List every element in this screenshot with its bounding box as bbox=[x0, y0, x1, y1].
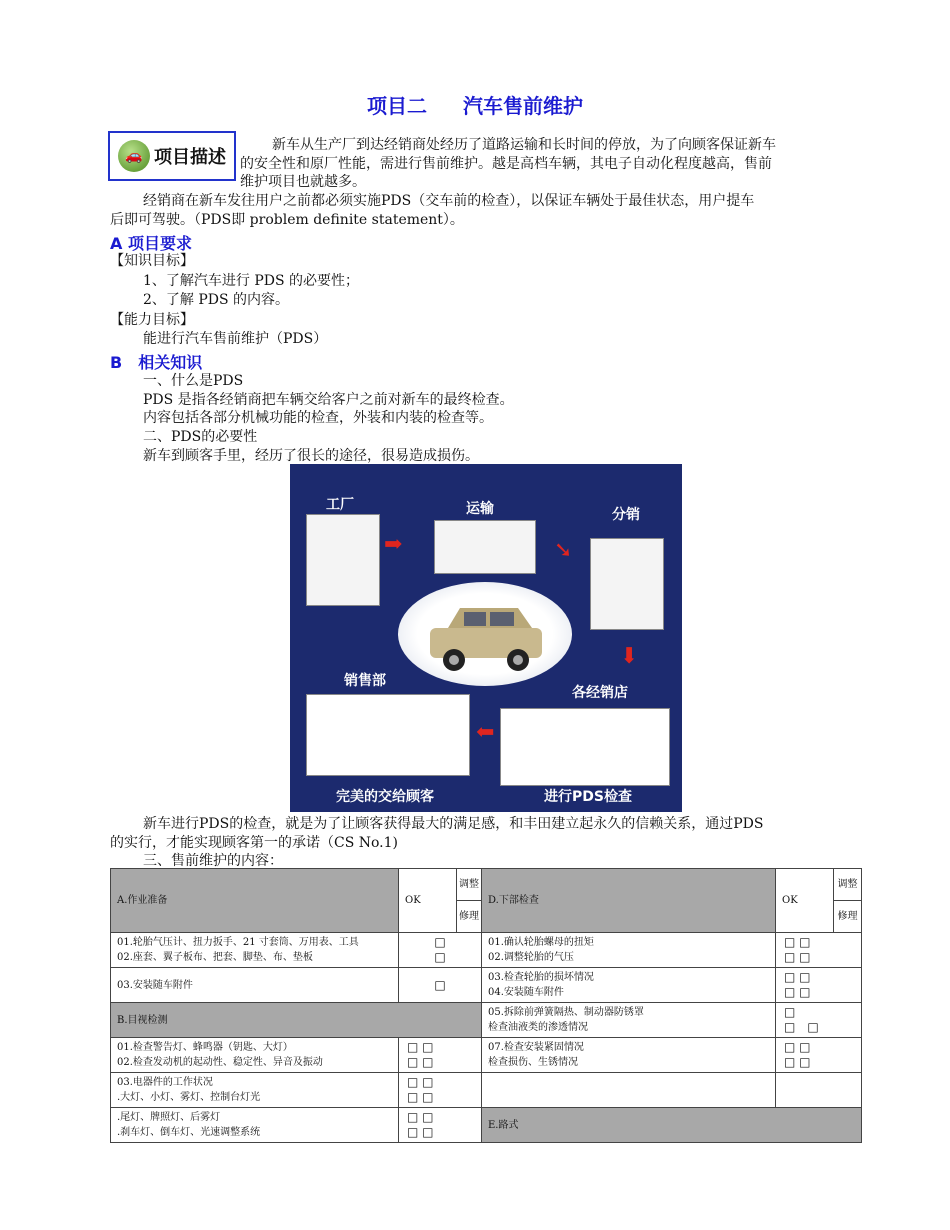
checkbox-pair[interactable]: □ □ bbox=[407, 1090, 434, 1104]
intro2-line1: 经销商在新车发往用户之前都必须实施PDS（交车前的检查），以保证车辆处于最佳状态，用户提车 bbox=[143, 193, 755, 209]
table-row bbox=[111, 1108, 862, 1143]
knowledge-item-2: 2、了解 PDS 的内容。 bbox=[143, 292, 290, 308]
checkbox-pair[interactable]: □ □ bbox=[784, 1040, 811, 1054]
ability-goal-label: 【能力目标】 bbox=[110, 312, 194, 328]
label-handover: 完美的交给顾客 bbox=[336, 789, 434, 805]
b-item-2: PDS 是指各经销商把车辆交给客户之前对新车的最终检查。 bbox=[143, 392, 514, 408]
transport-truck-illustration bbox=[434, 520, 536, 574]
row4-d-item2: 检查损伤、生锈情况 bbox=[488, 1057, 578, 1068]
row6-a-item1: .尾灯、牌照灯、后雾灯 bbox=[117, 1112, 221, 1123]
page-title bbox=[0, 90, 950, 119]
row4-d-item1: 07.检查安装紧固情况 bbox=[488, 1042, 584, 1053]
after-line3: 三、售前维护的内容： bbox=[143, 853, 283, 869]
row1-d-item2: 02.调整轮胎的气压 bbox=[488, 952, 574, 963]
checkbox-pair[interactable]: □ □ bbox=[407, 1110, 434, 1124]
section-b-visual-inspection: B.目视检测 bbox=[111, 1003, 482, 1038]
checkbox[interactable]: □ bbox=[399, 968, 482, 1003]
table-row bbox=[111, 933, 862, 968]
checkbox-pair[interactable]: □ □ bbox=[784, 970, 811, 984]
header-repair: 修理 bbox=[457, 901, 482, 933]
checkbox[interactable]: □ bbox=[434, 950, 446, 964]
header-adjust: 调整 bbox=[457, 869, 482, 901]
logo-label: 项目描述 bbox=[154, 147, 226, 168]
header-a-work-prep: A.作业准备 bbox=[111, 869, 399, 933]
row4-a-item2: 02.检查发动机的起动性、稳定性、异音及振动 bbox=[117, 1057, 323, 1068]
label-pds-check: 进行PDS检查 bbox=[544, 789, 632, 805]
factory-illustration bbox=[306, 514, 380, 606]
intro2-line2: 后即可驾驶。（PDS即 problem definite statement）。 bbox=[110, 212, 464, 228]
table-row bbox=[111, 968, 862, 1003]
b-item-4: 二、PDS的必要性 bbox=[143, 429, 258, 445]
car-icon: 🚗 bbox=[118, 140, 150, 172]
row2-a-item: 03.安装随车附件 bbox=[111, 968, 399, 1003]
label-factory: 工厂 bbox=[326, 497, 354, 513]
checkbox-pair[interactable]: □ □ bbox=[407, 1040, 434, 1054]
checkbox-pair[interactable]: □ □ bbox=[407, 1075, 434, 1089]
table-row bbox=[111, 1003, 862, 1038]
arrow-left-icon: ⬅ bbox=[476, 720, 495, 745]
row5-a-item2: .大灯、小灯、雾灯、控制台灯光 bbox=[117, 1092, 261, 1103]
checkbox-pair[interactable]: □ □ bbox=[784, 985, 811, 999]
row4-a-item1: 01.检查警告灯、蜂鸣器（钥匙、大灯） bbox=[117, 1042, 293, 1053]
row2-d-item2: 04.安装随车附件 bbox=[488, 987, 564, 998]
label-distribution: 分销 bbox=[612, 507, 640, 523]
distribution-illustration bbox=[590, 538, 664, 630]
sales-handover-illustration bbox=[306, 694, 470, 776]
checkbox[interactable]: □ bbox=[784, 1005, 796, 1019]
label-dealers: 各经销店 bbox=[572, 685, 628, 701]
b-item-3: 内容包括各部分机械功能的检查，外装和内装的检查等。 bbox=[143, 410, 493, 426]
title-part1: 项目二 bbox=[367, 94, 427, 118]
checkbox-pair[interactable]: □ □ bbox=[784, 935, 811, 949]
row3-d-item2: 检查油液类的渗透情况 bbox=[488, 1022, 588, 1033]
knowledge-item-1: 1、了解汽车进行 PDS 的必要性； bbox=[143, 273, 360, 289]
section-b-heading: B 相关知识 bbox=[110, 353, 203, 372]
row5-a-item1: 03.电器件的工作状况 bbox=[117, 1077, 213, 1088]
pds-checklist-table bbox=[110, 868, 862, 1143]
after-line2: 的实行，才能实现顾客第一的承诺（CS No.1) bbox=[110, 835, 399, 851]
intro-line2: 的安全性和原厂性能，需进行售前维护。越是高档车辆，其电子自动化程度越高，售前 bbox=[240, 156, 772, 172]
arrow-down-right-icon: ➘ bbox=[554, 538, 573, 563]
arrow-down-icon: ⬇ bbox=[620, 644, 639, 669]
row6-a-item2: .刹车灯、倒车灯、光速调整系统 bbox=[117, 1127, 261, 1138]
checkbox[interactable]: □ bbox=[434, 935, 446, 949]
checkbox-pair[interactable]: □ □ bbox=[407, 1125, 434, 1139]
header-d-underbody: D.下部检查 bbox=[482, 869, 776, 933]
title-part2: 汽车售前维护 bbox=[463, 94, 583, 118]
suv-car-icon bbox=[398, 582, 572, 686]
section-a-heading: A 项目要求 bbox=[110, 234, 192, 253]
row1-a-item1: 01.轮胎气压计、扭力扳手、21 寸套筒、万用表、工具 bbox=[117, 937, 359, 948]
row3-d-item1: 05.拆除前弹簧隔热、制动器防锈罩 bbox=[488, 1007, 644, 1018]
row1-a-item2: 02.座套、翼子板布、把套、脚垫、布、垫板 bbox=[117, 952, 313, 963]
header-repair-d: 修理 bbox=[834, 901, 862, 933]
b-item-5: 新车到顾客手里，经历了很长的途径，很易造成损伤。 bbox=[143, 448, 479, 464]
pds-process-diagram bbox=[290, 464, 682, 812]
checkbox-pair[interactable]: □ □ bbox=[784, 950, 811, 964]
checkbox-pair[interactable]: □ □ bbox=[784, 1020, 819, 1034]
project-description-logo bbox=[108, 131, 236, 181]
car-photo-ellipse bbox=[398, 582, 572, 686]
header-ok-d: OK bbox=[776, 869, 834, 933]
after-line1: 新车进行PDS的检查，就是为了让顾客获得最大的满足感，和丰田建立起永久的信赖关系，通过PDS bbox=[143, 816, 764, 832]
intro-line3: 维护项目也就越多。 bbox=[240, 174, 366, 190]
dealer-pds-illustration bbox=[500, 708, 670, 786]
ability-item-1: 能进行汽车售前维护（PDS） bbox=[143, 331, 328, 347]
arrow-right-icon: ➡ bbox=[384, 532, 403, 557]
row1-d-item1: 01.确认轮胎螺母的扭矩 bbox=[488, 937, 594, 948]
intro-line1: 新车从生产厂到达经销商处经历了道路运输和长时间的停放，为了向顾客保证新车 bbox=[272, 137, 776, 153]
checkbox-pair[interactable]: □ □ bbox=[784, 1055, 811, 1069]
label-sales: 销售部 bbox=[344, 673, 386, 689]
b-item-1: 一、什么是PDS bbox=[143, 373, 244, 389]
label-transport: 运输 bbox=[466, 501, 494, 517]
checkbox-pair[interactable]: □ □ bbox=[407, 1055, 434, 1069]
table-row bbox=[111, 1073, 862, 1108]
header-ok: OK bbox=[399, 869, 457, 933]
knowledge-goal-label: 【知识目标】 bbox=[110, 253, 194, 269]
row2-d-item1: 03.检查轮胎的损坏情况 bbox=[488, 972, 594, 983]
header-adjust-d: 调整 bbox=[834, 869, 862, 901]
table-row bbox=[111, 1038, 862, 1073]
section-e-road-test: E.路式 bbox=[482, 1108, 862, 1143]
